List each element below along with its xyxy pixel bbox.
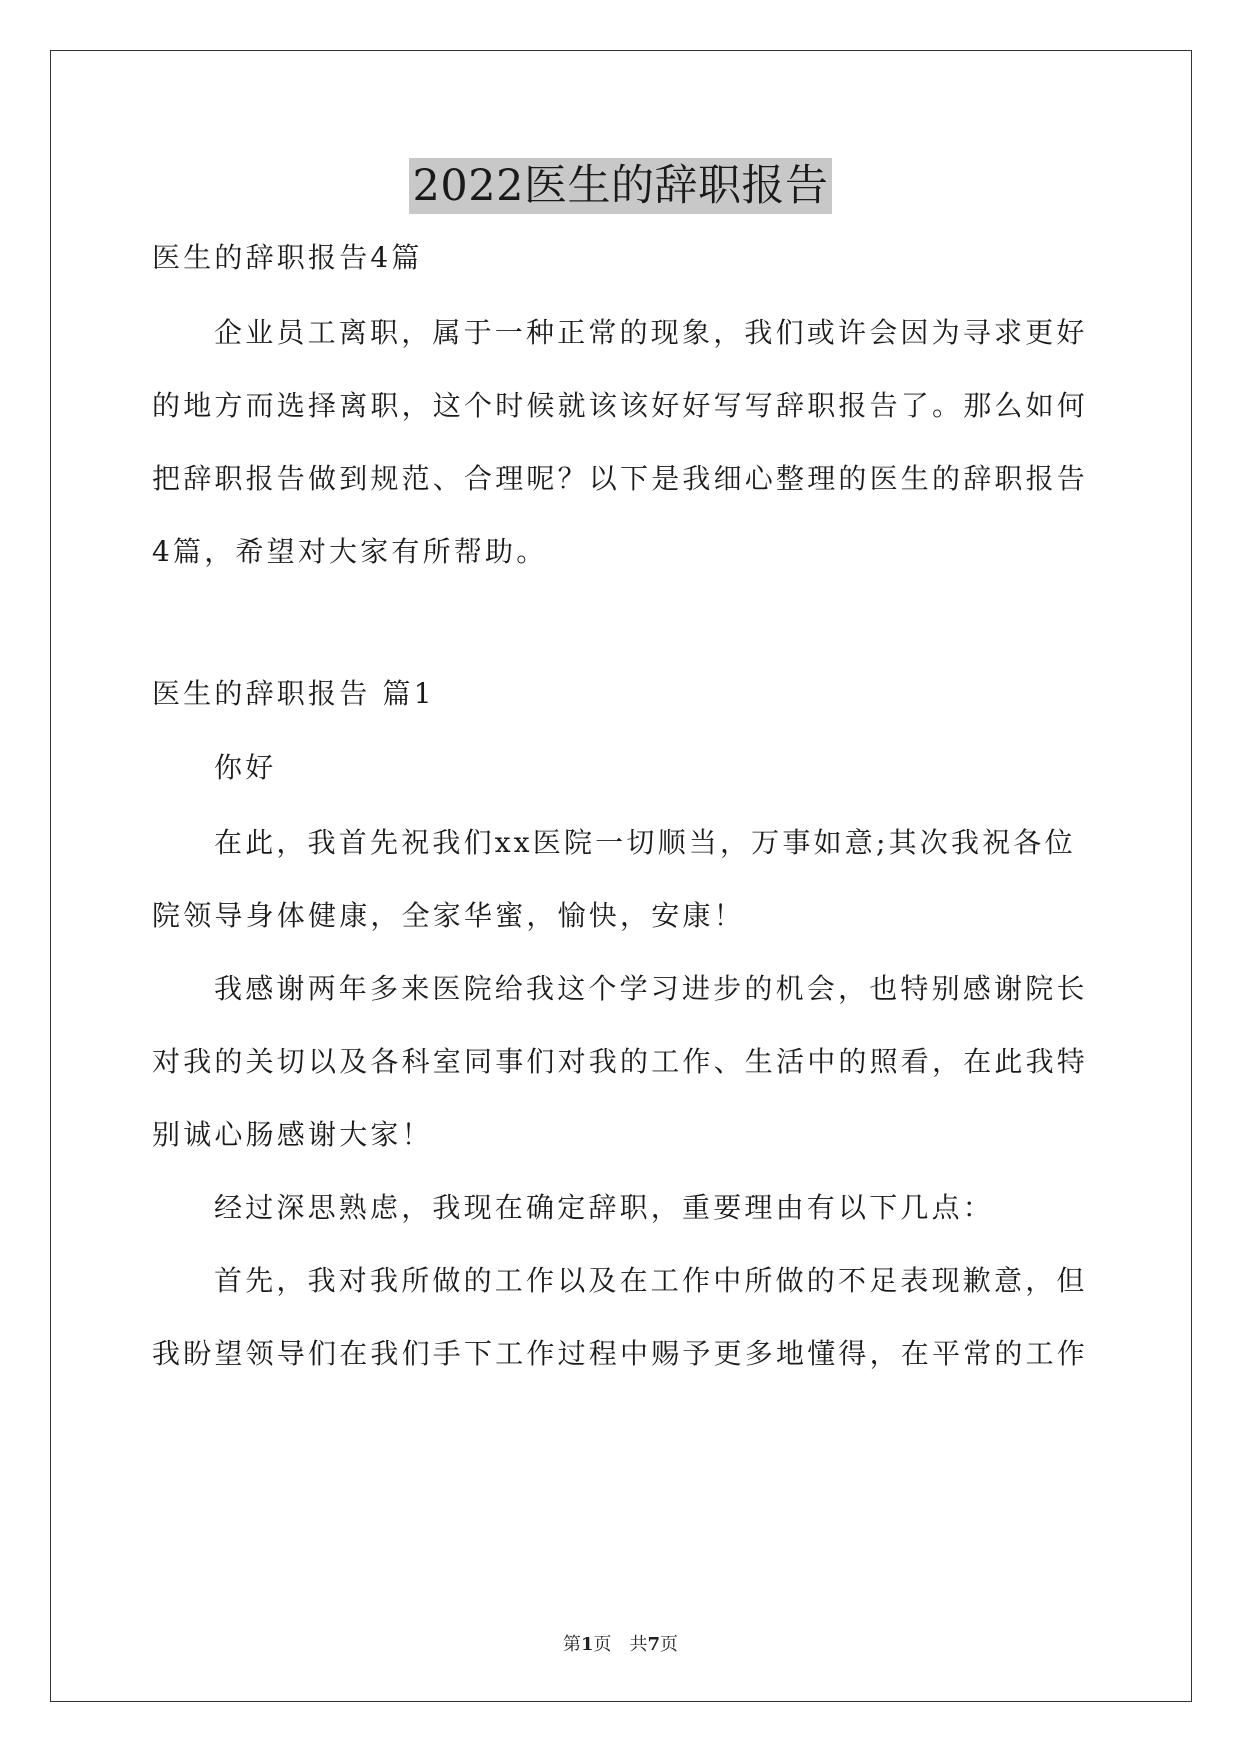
body-line-1: 在此，我首先祝我们xx医院一切顺当，万事如意;其次我祝各位 (214, 826, 1076, 859)
body-line-5: 别诚心肠感谢大家！ (152, 1118, 433, 1151)
subtitle: 医生的辞职报告4篇 (152, 241, 423, 274)
page-border (50, 50, 1192, 1702)
body-line-3: 我感谢两年多来医院给我这个学习进步的机会，也特别感谢院长 (214, 972, 1088, 1005)
body-line-2: 院领导身体健康，全家华蜜，愉快，安康！ (152, 899, 745, 932)
document-title: 2022医生的辞职报告 (409, 158, 833, 214)
body-line-7: 首先，我对我所做的工作以及在工作中所做的不足表现歉意，但 (214, 1264, 1088, 1297)
greeting: 你好 (214, 751, 277, 784)
footer-page-number: 1 (580, 1634, 594, 1655)
intro-line-3: 把辞职报告做到规范、合理呢？以下是我细心整理的医生的辞职报告 (152, 462, 1089, 495)
intro-line-1: 企业员工离职，属于一种正常的现象，我们或许会因为寻求更好 (214, 316, 1088, 349)
intro-line-2: 的地方而选择离职，这个时候就该该好好写写辞职报告了。那么如何 (152, 389, 1089, 422)
body-line-8: 我盼望领导们在我们手下工作过程中赐予更多地懂得，在平常的工作 (152, 1337, 1089, 1370)
footer-page-mid: 页 共 (593, 1634, 648, 1655)
footer-total-pages: 7 (647, 1634, 661, 1655)
section-heading: 医生的辞职报告 篇1 (152, 677, 435, 710)
body-line-4: 对我的关切以及各科室同事们对我的工作、生活中的照看，在此我特 (152, 1045, 1089, 1078)
page-footer (0, 1630, 1241, 1656)
footer-page-prefix: 第 (562, 1634, 581, 1655)
title-container (0, 158, 1241, 214)
intro-line-4: 4篇，希望对大家有所帮助。 (152, 535, 548, 568)
body-line-6: 经过深思熟虑，我现在确定辞职，重要理由有以下几点： (214, 1191, 995, 1224)
footer-page-suffix: 页 (660, 1634, 679, 1655)
